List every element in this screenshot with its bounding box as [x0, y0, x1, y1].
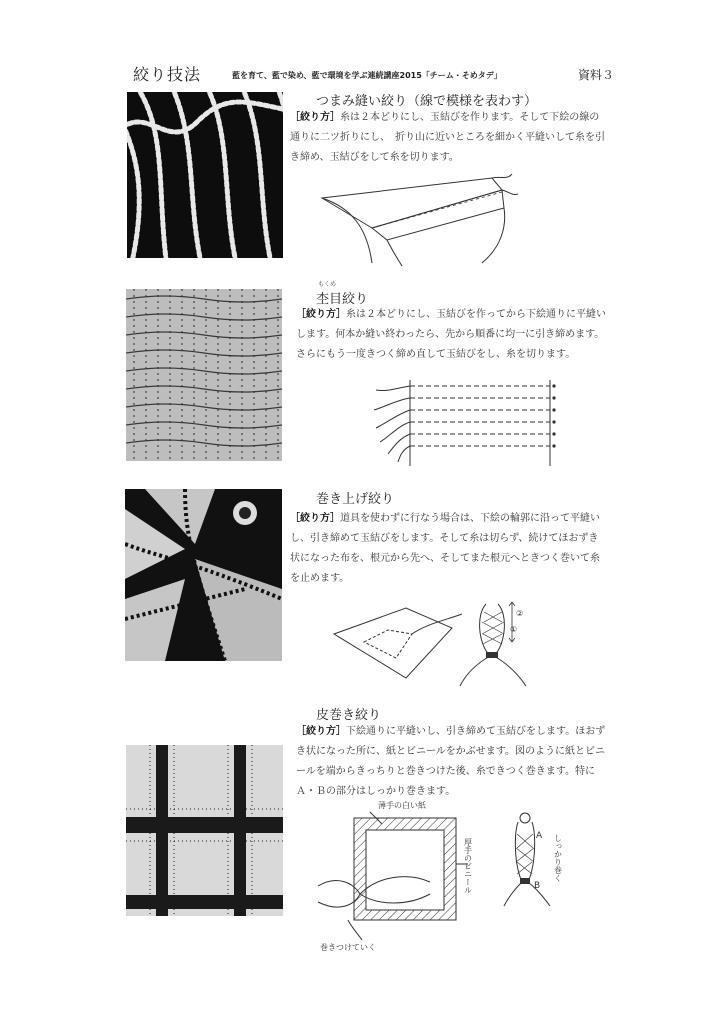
series-subtitle: 藍を育て、藍で染め、藍で環境を学ぶ連続講座2015「チーム・そめタデ」 — [232, 71, 502, 80]
method-label: ［絞り方］ — [290, 112, 340, 123]
document-label: 資料３ — [578, 68, 615, 82]
diagram-label-2: ② — [516, 609, 524, 618]
label-paper: 薄手の白い紙 — [378, 801, 426, 810]
page-title: 絞り技法 — [133, 65, 202, 84]
method-text: 糸は２本どりにし、玉結びを作ります。そして下絵の線の通りに二ツ折りにし、 折り山に近いところを細かく平縫いして糸を引き締め、玉結びをして糸を切ります。 — [290, 112, 605, 163]
method-label: ［絞り方］ — [290, 513, 340, 524]
section-title-tsumami-nui: つまみ縫い絞り（線で模様を表わす） — [316, 94, 538, 109]
method-label: ［絞り方］ — [296, 726, 346, 737]
photo-mokume — [126, 289, 282, 461]
title-ruby: もくめ — [318, 281, 337, 288]
diagram-mokume — [372, 376, 572, 468]
label-b: B — [534, 881, 541, 891]
label-wrap: 巻きつけていく — [320, 943, 376, 952]
label-vinyl: 厚手のビニール — [463, 838, 473, 894]
method-text: 糸は２本どりにし、玉結びを作ってから下絵通りに平縫いします。何本か縫い終わったら、先から順番に均一に引き締めます。さらにもう一度きつく締め直して玉結びをし、糸を切ります。 — [296, 309, 606, 360]
diagram-tsumami-nui — [312, 168, 522, 268]
diagram-label-1: ① — [510, 625, 518, 634]
diagram-makiage — [326, 594, 566, 688]
method-text: 下絵通りに平縫いし、引き締めて玉結びをします。ほおずき状になった所に、紙とビニールをかぶせます。図のように紙とビニールを端からきっちりと巻きつけた後、糸できつく巻きます。特にＡ・Ｂの部分はしっかり巻きます。 — [296, 726, 606, 797]
label-tight: しっかり巻く — [553, 834, 563, 882]
label-a: A — [536, 831, 543, 841]
section-body-mokume — [296, 305, 608, 365]
diagram-kawamaki — [318, 794, 618, 954]
photo-kawamaki — [126, 745, 283, 916]
title-text: 杢目絞り — [316, 292, 369, 307]
section-title-kawamaki: 皮巻き絞り — [316, 708, 382, 723]
section-body-makiage — [290, 509, 608, 589]
photo-tsumami-nui — [127, 92, 283, 258]
section-body-kawamaki — [296, 722, 608, 802]
method-label: ［絞り方］ — [296, 309, 346, 320]
method-text: 道具を使わずに行なう場合は、下絵の輪郭に沿って平縫いし、引き締めて玉結びをします。そして糸は切らず、続けてほおずき状になった布を、根元から先へ、そしてまた根元へときつく巻いて糸を止めます。 — [290, 513, 600, 584]
section-title-makiage: 巻き上げ絞り — [316, 492, 395, 507]
section-body-tsumami-nui — [290, 108, 608, 168]
photo-makiage — [125, 489, 282, 661]
